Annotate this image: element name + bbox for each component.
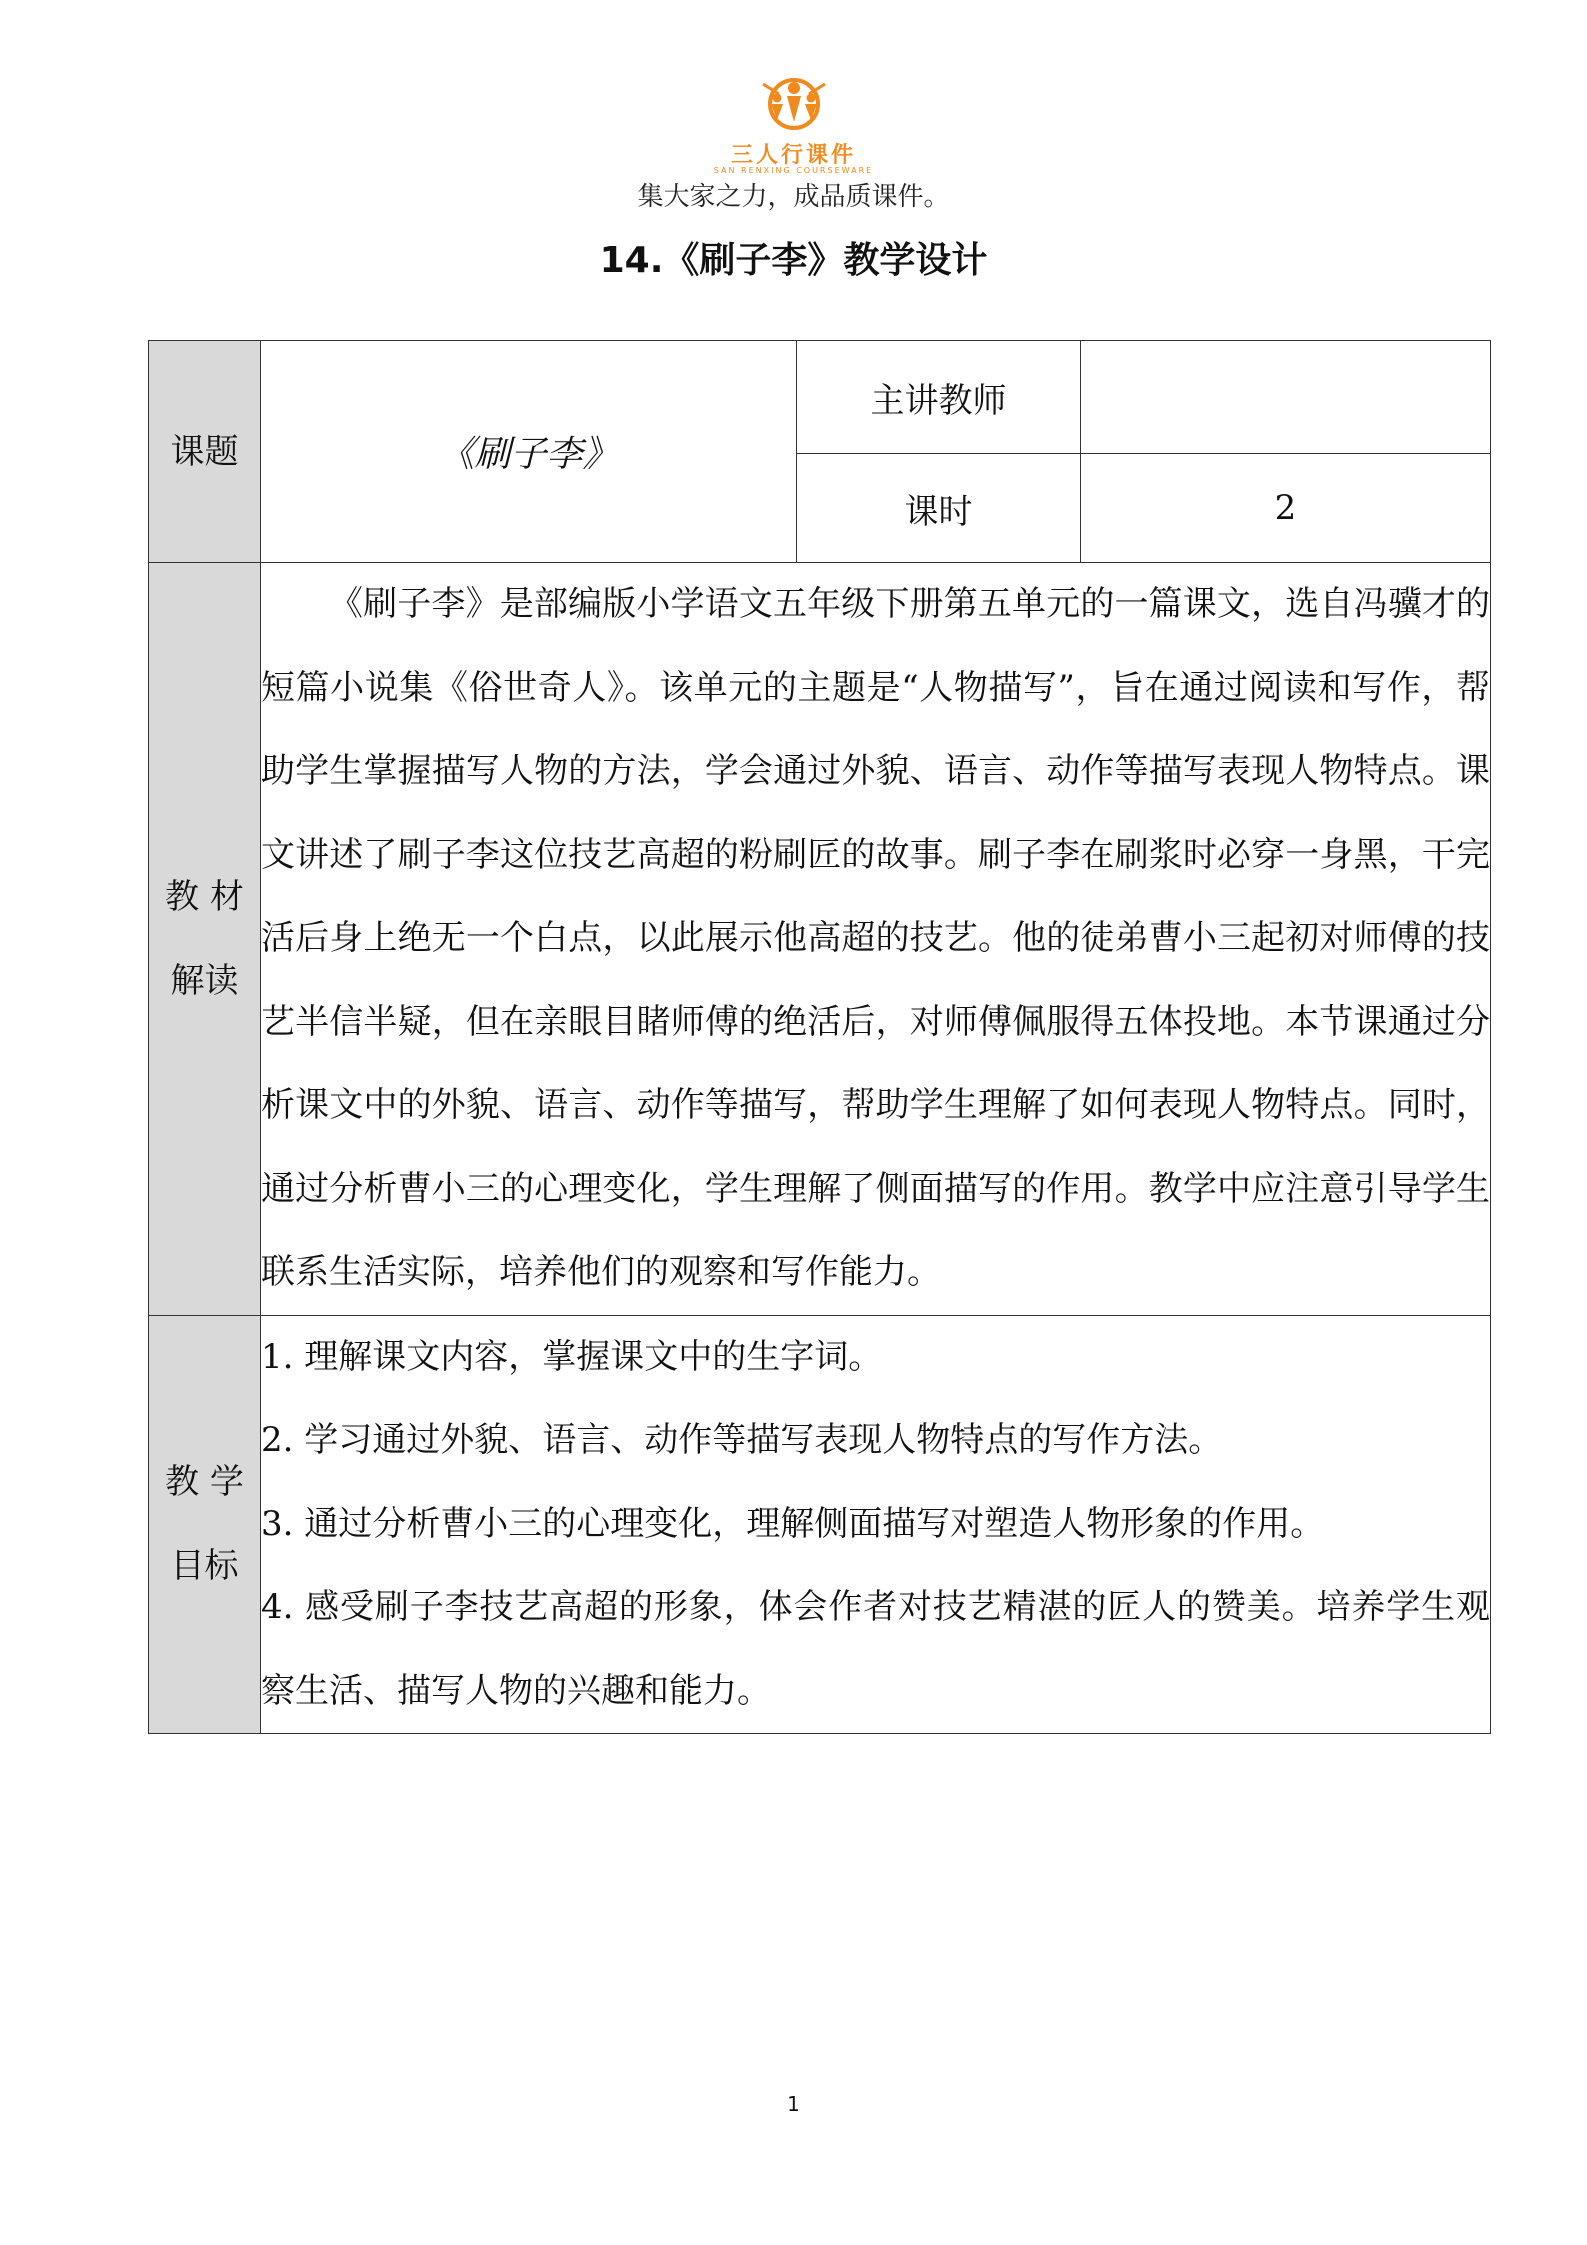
hours-value: 2: [1081, 454, 1491, 563]
goals-label-line-2: 目标: [170, 1546, 239, 1587]
teacher-label: 主讲教师: [797, 341, 1081, 454]
goals-label: [149, 1315, 261, 1734]
goals-cell: [261, 1315, 1491, 1734]
document-title: 14.《刷子李》教学设计: [599, 240, 988, 281]
analysis-label: [149, 563, 261, 1316]
logo-english-text: SAN RENXING COURSEWARE: [713, 166, 874, 175]
goal-item-1: 1. 理解课文内容，掌握课文中的生字词。: [261, 1336, 883, 1377]
table-row: [149, 341, 1491, 454]
header: [0, 74, 1587, 184]
logo-chinese-text: 三人行课件: [730, 143, 856, 168]
page-number: 1: [787, 2092, 800, 2116]
slogan: 集大家之力，成品质课件。: [637, 182, 950, 212]
topic-label: 课题: [149, 341, 261, 563]
teacher-value: [1081, 341, 1491, 454]
logo: [694, 74, 894, 184]
analysis-label-line-2: 解读: [170, 960, 239, 1001]
analysis-text-cell: [261, 563, 1491, 1316]
goal-item-4: 4. 感受刷子李技艺高超的形象，体会作者对技艺精湛的匠人的赞美。培养学生观察生活、描写人物的兴趣和能力。: [261, 1587, 1490, 1711]
goal-item-3: 3. 通过分析曹小三的心理变化，理解侧面描写对塑造人物形象的作用。: [261, 1503, 1325, 1544]
lesson-plan-table: [148, 340, 1491, 1734]
hours-label: 课时: [797, 454, 1081, 563]
table-row: [149, 1315, 1491, 1734]
table-row: [149, 563, 1491, 1316]
analysis-text: 《刷子李》是部编版小学语文五年级下册第五单元的一篇课文，选自冯骥才的短篇小说集《俗世奇人》。该单元的主题是“人物描写”，旨在通过阅读和写作，帮助学生掌握描写人物的方法，学会通过外貌、语言、动作等描写表现人物特点。课文讲述了刷子李这位技艺高超的粉刷匠的故事。刷子李在刷浆时必穿一身黑，干完活后身上绝无一个白点，以此展示他高超的技艺。他的徒弟曹小三起初对师傅的技艺半信半疑，但在亲眼目睹师傅的绝活后，对师傅佩服得五体投地。本节课通过分析课文中的外貌、语言、动作等描写，帮助学生理解了如何表现人物特点。同时，通过分析曹小三的心理变化，学生理解了侧面描写的作用。教学中应注意引导学生联系生活实际，培养他们的观察和写作能力。: [261, 584, 1490, 1292]
goals-label-line-1: 教 学: [165, 1462, 244, 1503]
goal-item-2: 2. 学习通过外貌、语言、动作等描写表现人物特点的写作方法。: [261, 1420, 1223, 1460]
logo-figures-icon: [749, 74, 839, 140]
analysis-label-line-1: 教 材: [165, 876, 244, 917]
topic-value: 《刷子李》: [261, 341, 797, 563]
